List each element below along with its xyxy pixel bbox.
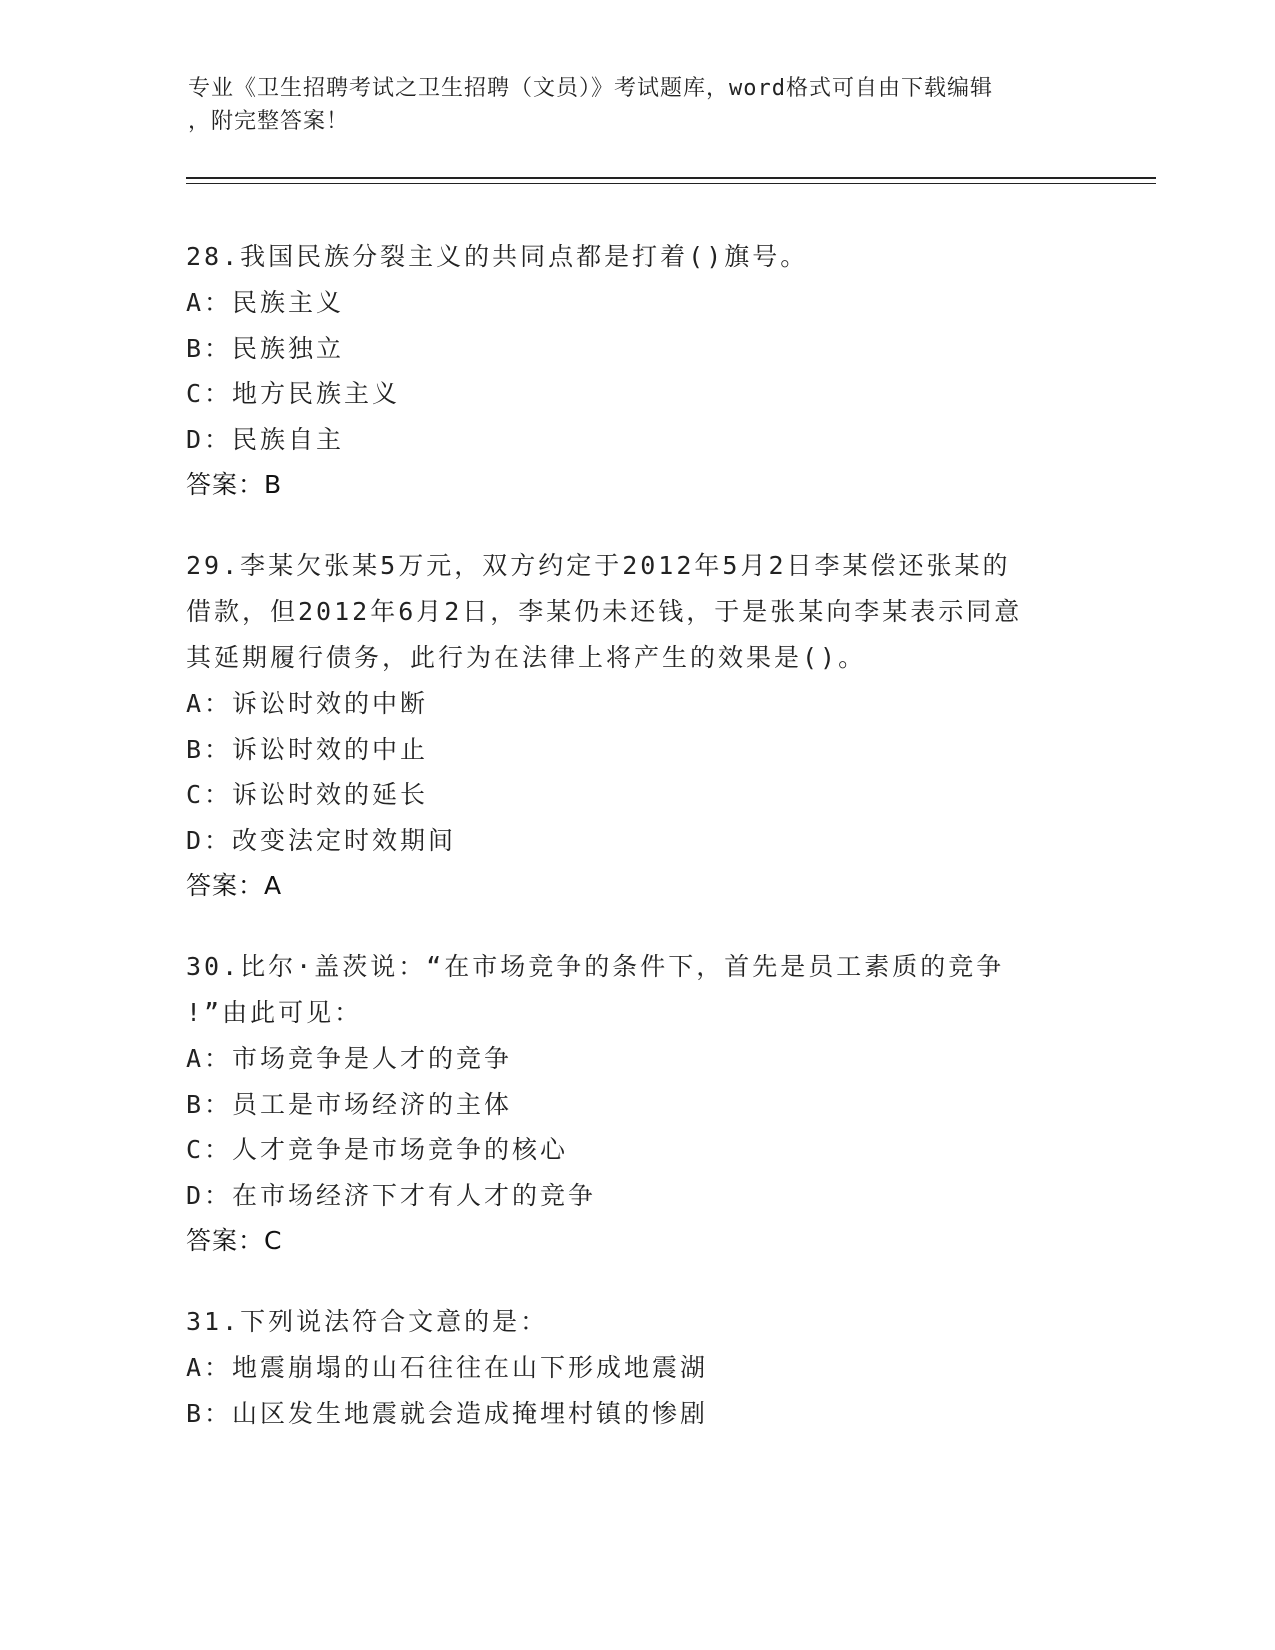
option-d: D：改变法定时效期间 xyxy=(186,825,457,855)
answer: 答案：B xyxy=(186,470,283,499)
header-rule-thick xyxy=(186,177,1156,179)
document-header xyxy=(188,72,1068,138)
option-d: D：在市场经济下才有人才的竞争 xyxy=(186,1180,597,1210)
option-a: A：诉讼时效的中断 xyxy=(186,689,429,718)
option-b: B：山区发生地震就会造成掩埋村镇的惨剧 xyxy=(186,1398,709,1428)
option-a: A：地震崩塌的山石往往在山下形成地震湖 xyxy=(186,1353,709,1382)
option-a: A：市场竞争是人才的竞争 xyxy=(186,1044,513,1073)
question-stem: 31.下列说法符合文意的是： xyxy=(186,1307,549,1336)
header-line-2: ，附完整答案！ xyxy=(188,109,350,134)
option-d: D：民族自主 xyxy=(186,424,345,454)
option-b: B：诉讼时效的中止 xyxy=(186,734,429,764)
option-b: B：民族独立 xyxy=(186,333,345,363)
question-stem: 28.我国民族分裂主义的共同点都是打着()旗号。 xyxy=(186,242,809,271)
question-stem-line-1: 29.李某欠张某5万元，双方约定于2012年5月2日李某偿还张某的 xyxy=(186,551,1011,580)
answer: 答案：C xyxy=(186,1226,283,1255)
option-c: C：人才竞争是市场竞争的核心 xyxy=(186,1135,569,1164)
question-30 xyxy=(186,944,1086,1264)
question-stem-line-2: 借款，但2012年6月2日，李某仍未还钱，于是张某向李某表示同意 xyxy=(186,597,1023,626)
option-a: A：民族主义 xyxy=(186,288,345,317)
question-31 xyxy=(186,1299,1086,1436)
header-line-1: 专业《卫生招聘考试之卫生招聘（文员）》考试题库，word格式可自由下载编辑 xyxy=(188,76,993,101)
question-stem-line-1: 30.比尔·盖茨说：“在市场竞争的条件下，首先是员工素质的竞争 xyxy=(186,952,1005,981)
header-rule-thin xyxy=(186,183,1156,184)
question-stem-line-3: 其延期履行债务，此行为在法律上将产生的效果是()。 xyxy=(186,643,867,672)
option-c: C：诉讼时效的延长 xyxy=(186,780,429,809)
answer: 答案：A xyxy=(186,871,283,900)
option-c: C：地方民族主义 xyxy=(186,379,401,408)
question-stem-line-2: !”由此可见： xyxy=(186,998,363,1027)
question-list xyxy=(186,234,1086,1471)
question-29 xyxy=(186,543,1086,909)
option-b: B：员工是市场经济的主体 xyxy=(186,1089,513,1119)
question-28 xyxy=(186,234,1086,508)
